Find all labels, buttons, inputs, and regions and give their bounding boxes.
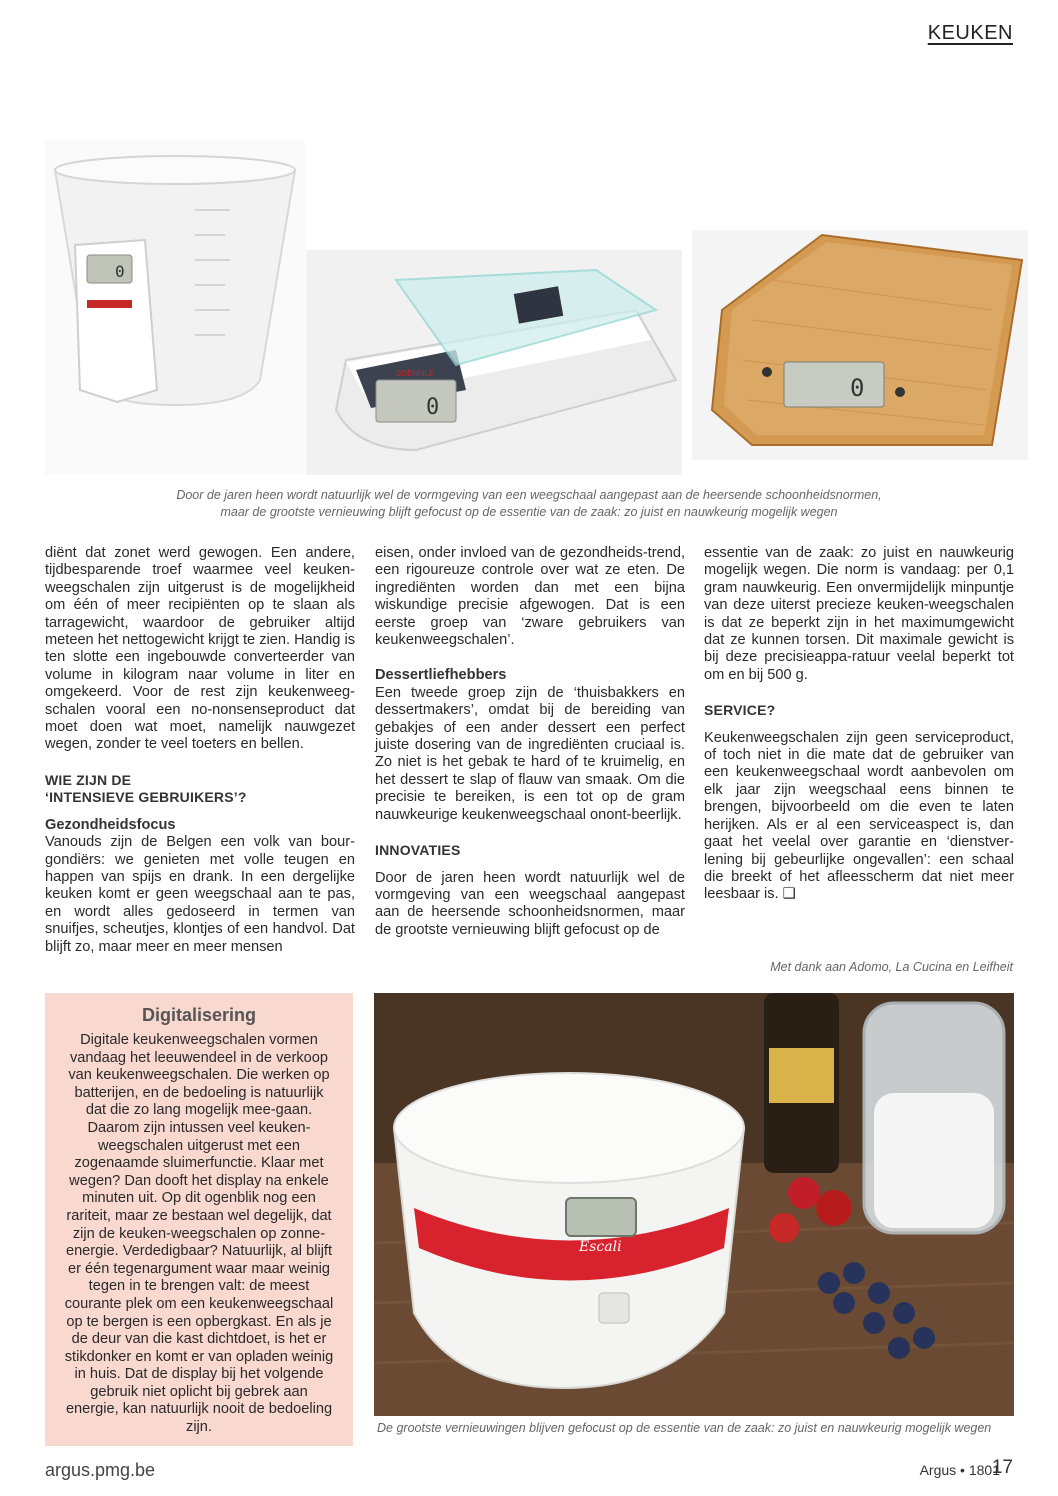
svg-text:SOEHNLE: SOEHNLE [396, 369, 435, 378]
top-photo-caption [45, 487, 1013, 521]
paragraph: essentie van de zaak: zo juist en nauwkeurig mogelijk wegen. Die norm is vandaag: per 0,1 gram nauwkeurig. Een onvermijdelijk minpuntje van deze uiterst precieze keuken-weegschalen is dat ze beperkt zijn in het maximumgewicht dat ze kunnen torsen. Dit maximale gewicht is bij deze precisieappa-ratuur veelal beperkt tot om en bij 500 g. [704, 545, 1014, 683]
caption-line-1: Door de jaren heen wordt natuurlijk wel de vormgeving van een weegschaal aangepast aan de heersende schoonheidsnormen, [176, 488, 882, 502]
footer-issue: Argus • 1801 [919, 1462, 1000, 1478]
section-heading [45, 772, 355, 807]
svg-text:0: 0 [426, 395, 440, 420]
article-column-1 [45, 545, 355, 956]
subheading: Gezondheidsfocus [45, 816, 176, 833]
paragraph: eisen, onder invloed van de gezondheids-trend, een rigoureuze controle over wat ze eten. De ingrediënten worden dan met een bijna wiskundige precisie afgewogen. Dat is een eerste groep van ‘zware gebruikers van keukenweegschalen’. [375, 545, 685, 649]
glass-solar-scale-photo [306, 250, 682, 475]
sidebar-title: Digitalisering [141, 1005, 257, 1025]
paragraph: Door de jaren heen wordt natuurlijk wel de vormgeving van een weegschaal aangepast aan de heersende schoonheidsnormen, maar de grootste vernieuwing blijft gefocust op de [375, 869, 685, 938]
sidebar-box [45, 993, 353, 1446]
bowl-scale-photo [374, 993, 1014, 1416]
section-heading: INNOVATIES [375, 842, 461, 859]
svg-text:0: 0 [850, 374, 865, 402]
bottom-photo-caption: De grootste vernieuwingen blijven gefocust op de essentie van de zaak: zo juist en nauwkeurig mogelijk wegen [377, 1421, 992, 1435]
paragraph: Vanouds zijn de Belgen een volk van bour-gondiërs: we genieten met volle teugen en happen van spijs en drank. In een dergelijke keuken komt er geen weegschaal aan te pas, en wordt alles gedoseerd in termen van snuifjes, scheutjes, klontjes of een handvol. Dat blijft zo, maar meer en meer mensen [45, 834, 355, 955]
page-number: 17 [991, 1457, 1013, 1478]
acknowledgement: Met dank aan Adomo, La Cucina en Leifheit [770, 960, 1013, 974]
paragraph: Een tweede groep zijn de ‘thuisbakkers en dessertmakers’, omdat bij de bereiding van gebakjes of een ander dessert een perfect juiste dosering van de ingrediënten cruciaal is. Zo niet is het gebak te hard of te kruimelig, en het dessert te slap of flauw van smaak. Om die precisie te bereiken, is een tot op de gram nauwkeurige keukenweegschaal onont-beerlijk. [375, 684, 685, 823]
section-tag: KEUKEN [927, 22, 1013, 44]
section-heading: SERVICE? [704, 702, 776, 719]
caption-line-2: maar de grootste vernieuwing blijft gefocust op de essentie van de zaak: zo juist en nauwkeurig mogelijk wegen [220, 505, 838, 519]
svg-text:0: 0 [115, 262, 125, 281]
bamboo-scale-photo [692, 230, 1028, 460]
sidebar-text: Digitale keukenweegschalen vormen vandaag het leeuwendeel in de verkoop van keukenweegschalen. Die werken op batterijen, en de bedoeling is natuurlijk dat die zo lang mogelijk mee-gaan. Daarom zijn intussen veel keuken-weegschalen uitgerust met een zogenaamde sluimerfunctie. Klaar met wegen? Dan dooft het display na enkele minuten uit. Op dit ogenblik nog een rariteit, maar ze bestaan wel degelijk, dat zijn de keuken-weegschalen op zonne-energie. Verdedigbaar? Natuurlijk, al blijft er één tegenargument waar maar weinig tegen in te brengen valt: de meest courante plek om een keukenweegschaal op te bergen is een opbergkast. En als je de deur van die kast dichtdoet, is het er stikdonker en komt er van opladen weinig in huis. Dat de display bij het volgende gebruik niet oplicht bij gebrek aan energie, kan natuurlijk nooit de bedoeling zijn. [64, 1032, 334, 1436]
footer-website: argus.pmg.be [45, 1460, 156, 1480]
paragraph: Keukenweegschalen zijn geen serviceproduct, of toch niet in die mate dat de gebruiker van een keukenweegschaal wordt aanbevolen om elk jaar zijn weegschaal eens binnen te brengen, bijvoorbeeld om die even te laten herijken. Als er al een serviceaspect is, dan gaat het veelal over garantie en ‘dienstver-lening bij gebeurlijke ongevallen’: een schaal die breekt of het afleesscherm dat niet meer leesbaar is. ❑ [704, 729, 1014, 903]
paragraph: diënt dat zonet werd gewogen. Een andere, tijdbesparende troef waarmee veel keuken-weegschalen zijn uitgerust is de mogelijkheid om één of meer recipiënten op te slaan als tarragewicht, waardoor de gebruiker altijd meteen het nettogewicht krijgt te zien. Handig is ten slotte een ingebouwde converteerder van volume in kilogram naar volume in liter en omgekeerd. Voor de rest zijn keukenweeg-schalen vooral een no-nonsenseproduct dat moet doen wat moet, namelijk nauwgezet wegen, zonder te veel toeters en bellen. [45, 545, 355, 753]
article-column-2 [375, 545, 685, 939]
svg-text:Escali: Escali [579, 1239, 622, 1255]
subheading: Dessertliefhebbers [375, 667, 507, 684]
article-column-3 [704, 545, 1014, 904]
heading-line-2: ‘INTENSIEVE GEBRUIKERS’? [45, 789, 247, 806]
heading-line-1: WIE ZIJN DE [45, 771, 132, 788]
measuring-cup-scale-photo [45, 140, 305, 475]
